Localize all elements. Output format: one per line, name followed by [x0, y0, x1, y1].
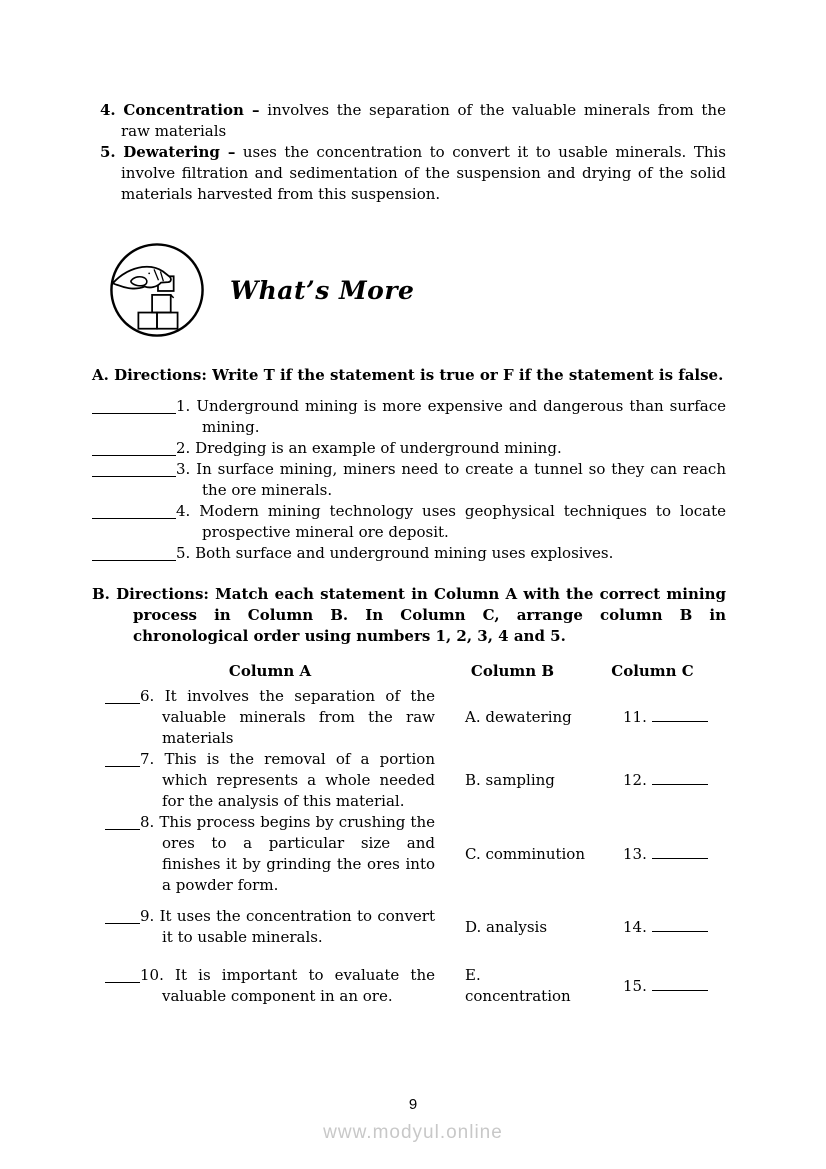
- item-number: 4.: [100, 101, 116, 119]
- part-b-letter: B.: [92, 585, 110, 603]
- statement-text: This is the removal of a portion which represents a whole needed for the analysis of this material.: [162, 750, 435, 810]
- answer-blank-1: [92, 396, 176, 414]
- match-row-6: [105, 686, 715, 749]
- column-a-header: Column A: [228, 662, 312, 680]
- part-b-text: Directions: Match each statement in Column A with the correct mining process in Column B. In Column C, arrange column B in chronological order using numbers 1, 2, 3, 4 and 5.: [116, 585, 726, 645]
- part-a-letter: A.: [92, 366, 109, 384]
- item-number: 5.: [100, 143, 116, 161]
- watermark: www.modyul.online: [323, 1122, 503, 1143]
- match-row-8: [105, 812, 715, 896]
- part-a-text: Directions: Write T if the statement is true or F if the statement is false.: [114, 366, 724, 384]
- column-c-header: Column C: [611, 662, 694, 680]
- part-a-directions: [92, 365, 726, 386]
- item-term: Concentration –: [123, 101, 260, 119]
- answer-number-14: 14.: [623, 917, 647, 936]
- answer-number-13: 13.: [623, 844, 647, 863]
- answer-number-12: 12.: [623, 771, 647, 789]
- answer-blank-11: [652, 707, 708, 722]
- tf-number: 4.: [176, 502, 191, 520]
- tf-item-1: [92, 396, 726, 438]
- part-b-directions: [92, 584, 726, 647]
- statement-text: It involves the separation of the valuable minerals from the raw materials: [162, 687, 435, 747]
- item-text: uses the concentration to convert it to usable minerals. This involve filtration and sedimentation of the suspension and drying of the solid materials harvested from this suspension.: [121, 143, 727, 203]
- definition-list: [100, 100, 726, 205]
- section-banner: [108, 241, 826, 339]
- answer-blank-15: [652, 976, 708, 991]
- match-row-7: [105, 749, 715, 812]
- statement-text: It uses the concentration to convert it to usable minerals.: [159, 907, 435, 946]
- statement-number: 10.: [140, 966, 164, 984]
- statement-number: 8.: [140, 813, 155, 831]
- statement-number: 9.: [140, 907, 155, 925]
- statement-text: It is important to evaluate the valuable component in an ore.: [162, 966, 435, 1005]
- tf-item-5: [92, 543, 726, 564]
- tf-item-3: [92, 459, 726, 501]
- tf-number: 5.: [176, 544, 191, 562]
- option-d: D. analysis: [465, 917, 548, 936]
- answer-blank-7: [105, 749, 140, 767]
- match-row-9: [105, 906, 715, 948]
- tf-statement: Both surface and underground mining uses explosives.: [195, 544, 614, 562]
- column-b-header: Column B: [470, 662, 555, 680]
- answer-blank-5: [92, 543, 176, 561]
- answer-number-15: 15.: [623, 976, 647, 995]
- tf-statement: Modern mining technology uses geophysical techniques to locate prospective mineral ore deposit.: [199, 502, 726, 541]
- option-e: E. concentration: [465, 966, 571, 1005]
- answer-blank-9: [105, 906, 140, 924]
- statement-text: This process begins by crushing the ores to a particular size and finishes it by grinding the ores into a powder form.: [159, 813, 435, 894]
- tf-item-2: [92, 438, 726, 459]
- tf-statement: Underground mining is more expensive and dangerous than surface mining.: [196, 397, 726, 436]
- tf-statement: In surface mining, miners need to create a tunnel so they can reach the ore minerals.: [196, 460, 726, 499]
- hand-stacking-blocks-icon: [108, 241, 206, 339]
- matching-column-headers: [105, 661, 715, 682]
- answer-blank-10: [105, 965, 140, 983]
- item-term: Dewatering –: [123, 143, 236, 161]
- list-item-concentration: [100, 100, 726, 142]
- matching-table: [105, 661, 715, 1007]
- answer-number-11: 11.: [623, 708, 647, 726]
- section-title: What’s More: [230, 275, 415, 305]
- tf-item-4: [92, 501, 726, 543]
- option-c: C. comminution: [465, 844, 585, 863]
- tf-number: 1.: [176, 397, 191, 415]
- item-text: involves the separation of the valuable minerals from the raw materials: [121, 101, 726, 140]
- option-b: B. sampling: [465, 771, 555, 789]
- answer-blank-14: [652, 917, 708, 932]
- list-item-dewatering: [100, 142, 726, 205]
- tf-number: 2.: [176, 439, 191, 457]
- answer-blank-13: [652, 844, 708, 859]
- statement-number: 6.: [140, 687, 155, 705]
- answer-blank-4: [92, 501, 176, 519]
- answer-blank-3: [92, 459, 176, 477]
- answer-blank-8: [105, 812, 140, 830]
- match-row-10: [105, 965, 715, 1007]
- option-a: A. dewatering: [465, 708, 572, 726]
- page-number: 9: [408, 1096, 418, 1113]
- statement-number: 7.: [140, 750, 155, 768]
- answer-blank-12: [652, 770, 708, 785]
- tf-number: 3.: [176, 460, 191, 478]
- tf-statement: Dredging is an example of underground mining.: [195, 439, 562, 457]
- true-false-list: [92, 396, 726, 564]
- answer-blank-2: [92, 438, 176, 456]
- answer-blank-6: [105, 686, 140, 704]
